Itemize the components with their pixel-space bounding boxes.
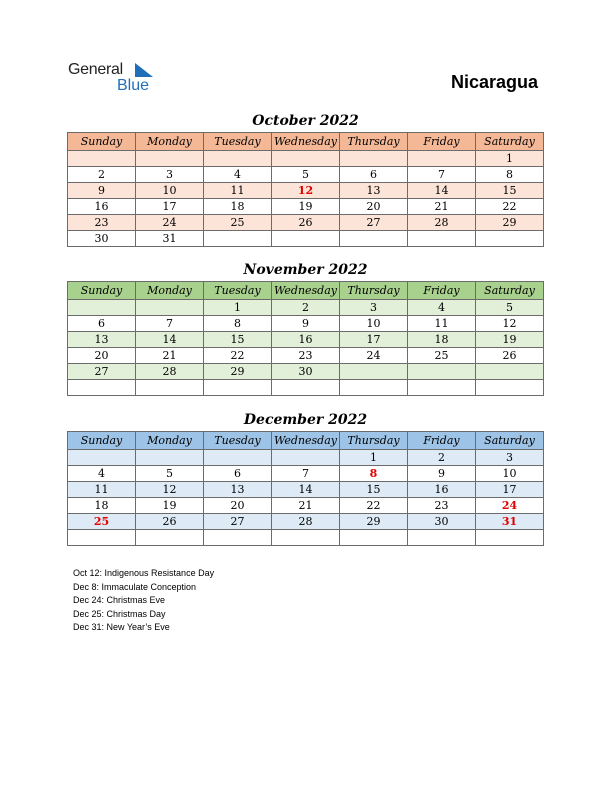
holiday-note: Oct 12: Indigenous Resistance Day	[73, 568, 215, 578]
week-row	[68, 530, 544, 546]
empty-cell	[68, 300, 136, 316]
day-cell: 20	[68, 348, 136, 364]
day-cell: 4	[408, 300, 476, 316]
day-cell: 1	[204, 300, 272, 316]
week-row	[68, 316, 544, 332]
weekday-header: Wednesday	[272, 133, 340, 151]
weekday-header: Thursday	[340, 432, 408, 450]
week-row	[68, 199, 544, 215]
empty-cell	[136, 530, 204, 546]
week-row	[68, 215, 544, 231]
day-cell: 31	[136, 231, 204, 247]
weekday-header: Wednesday	[272, 282, 340, 300]
month-title: December 2022	[243, 412, 368, 428]
week-row	[68, 300, 544, 316]
day-cell: 11	[408, 316, 476, 332]
calendar-table	[67, 132, 544, 247]
logo-text-blue: Blue	[117, 77, 150, 94]
day-cell: 14	[272, 482, 340, 498]
day-cell: 14	[136, 332, 204, 348]
empty-cell	[68, 530, 136, 546]
empty-cell	[68, 151, 136, 167]
calendar-table	[67, 431, 544, 546]
logo-triangle-icon	[135, 63, 153, 77]
empty-cell	[204, 151, 272, 167]
empty-cell	[136, 450, 204, 466]
day-cell: 12	[476, 316, 544, 332]
weekday-header: Sunday	[68, 282, 136, 300]
day-cell: 8	[476, 167, 544, 183]
holiday-note: Dec 24: Christmas Eve	[73, 595, 166, 605]
week-row	[68, 364, 544, 380]
weekday-header: Friday	[408, 133, 476, 151]
empty-cell	[272, 231, 340, 247]
day-cell: 27	[68, 364, 136, 380]
logo	[68, 61, 168, 97]
day-cell: 24	[136, 215, 204, 231]
day-cell: 30	[68, 231, 136, 247]
day-cell: 12	[272, 183, 340, 199]
day-cell: 29	[204, 364, 272, 380]
week-row	[68, 167, 544, 183]
empty-cell	[408, 231, 476, 247]
weekday-header: Thursday	[340, 133, 408, 151]
week-row	[68, 231, 544, 247]
empty-cell	[340, 231, 408, 247]
day-cell: 17	[476, 482, 544, 498]
empty-cell	[136, 151, 204, 167]
day-cell: 25	[204, 215, 272, 231]
empty-cell	[272, 450, 340, 466]
day-cell: 16	[68, 199, 136, 215]
day-cell: 2	[68, 167, 136, 183]
day-cell: 20	[340, 199, 408, 215]
weekday-header: Saturday	[476, 133, 544, 151]
day-cell: 7	[136, 316, 204, 332]
day-cell: 22	[476, 199, 544, 215]
day-cell: 23	[272, 348, 340, 364]
day-cell: 23	[68, 215, 136, 231]
empty-cell	[408, 364, 476, 380]
day-cell: 6	[68, 316, 136, 332]
day-cell: 13	[68, 332, 136, 348]
day-cell: 4	[68, 466, 136, 482]
day-cell: 21	[136, 348, 204, 364]
day-cell: 25	[408, 348, 476, 364]
day-cell: 10	[476, 466, 544, 482]
day-cell: 27	[204, 514, 272, 530]
weekday-header: Monday	[136, 282, 204, 300]
day-cell: 9	[408, 466, 476, 482]
empty-cell	[476, 530, 544, 546]
day-cell: 19	[272, 199, 340, 215]
day-cell: 15	[204, 332, 272, 348]
country-title: Nicaragua	[450, 72, 538, 92]
weekday-header: Monday	[136, 432, 204, 450]
month-october	[67, 111, 544, 247]
day-cell: 10	[340, 316, 408, 332]
day-cell: 24	[340, 348, 408, 364]
empty-cell	[136, 300, 204, 316]
day-cell: 13	[340, 183, 408, 199]
day-cell: 16	[408, 482, 476, 498]
month-title: November 2022	[243, 262, 368, 278]
month-title: October 2022	[252, 113, 359, 129]
empty-cell	[408, 151, 476, 167]
week-row	[68, 466, 544, 482]
day-cell: 19	[476, 332, 544, 348]
day-cell: 18	[408, 332, 476, 348]
empty-cell	[476, 380, 544, 396]
day-cell: 29	[476, 215, 544, 231]
empty-cell	[68, 450, 136, 466]
day-cell: 15	[476, 183, 544, 199]
day-cell: 13	[204, 482, 272, 498]
day-cell: 21	[408, 199, 476, 215]
week-row	[68, 514, 544, 530]
day-cell: 12	[136, 482, 204, 498]
day-cell: 22	[204, 348, 272, 364]
day-cell: 4	[204, 167, 272, 183]
day-cell: 1	[476, 151, 544, 167]
day-cell: 26	[272, 215, 340, 231]
weekday-header: Sunday	[68, 133, 136, 151]
day-cell: 18	[68, 498, 136, 514]
empty-cell	[272, 530, 340, 546]
day-cell: 8	[340, 466, 408, 482]
day-cell: 8	[204, 316, 272, 332]
day-cell: 2	[272, 300, 340, 316]
empty-cell	[204, 450, 272, 466]
day-cell: 29	[340, 514, 408, 530]
empty-cell	[408, 380, 476, 396]
empty-cell	[340, 364, 408, 380]
day-cell: 5	[476, 300, 544, 316]
weekday-header-row	[68, 133, 544, 151]
empty-cell	[476, 364, 544, 380]
day-cell: 16	[272, 332, 340, 348]
day-cell: 26	[476, 348, 544, 364]
week-row	[68, 348, 544, 364]
day-cell: 11	[68, 482, 136, 498]
calendar-table	[67, 281, 544, 396]
weekday-header-row	[68, 432, 544, 450]
logo-text-general: General	[68, 61, 123, 78]
day-cell: 18	[204, 199, 272, 215]
day-cell: 1	[340, 450, 408, 466]
day-cell: 9	[272, 316, 340, 332]
day-cell: 17	[340, 332, 408, 348]
empty-cell	[68, 380, 136, 396]
weekday-header: Saturday	[476, 282, 544, 300]
holiday-note: Dec 8: Immaculate Conception	[73, 581, 197, 592]
holiday-note: Dec 31: New Year’s Eve	[73, 622, 170, 632]
day-cell: 30	[408, 514, 476, 530]
day-cell: 28	[272, 514, 340, 530]
day-cell: 3	[340, 300, 408, 316]
day-cell: 28	[136, 364, 204, 380]
empty-cell	[272, 151, 340, 167]
day-cell: 30	[272, 364, 340, 380]
day-cell: 31	[476, 514, 544, 530]
weekday-header: Friday	[408, 432, 476, 450]
week-row	[68, 380, 544, 396]
day-cell: 10	[136, 183, 204, 199]
month-december	[67, 410, 544, 546]
empty-cell	[136, 380, 204, 396]
day-cell: 15	[340, 482, 408, 498]
day-cell: 28	[408, 215, 476, 231]
weekday-header: Friday	[408, 282, 476, 300]
day-cell: 21	[272, 498, 340, 514]
weekday-header: Wednesday	[272, 432, 340, 450]
day-cell: 14	[408, 183, 476, 199]
day-cell: 11	[204, 183, 272, 199]
holiday-notes	[73, 567, 214, 635]
day-cell: 5	[136, 466, 204, 482]
weekday-header: Tuesday	[204, 282, 272, 300]
day-cell: 2	[408, 450, 476, 466]
weekday-header: Tuesday	[204, 133, 272, 151]
day-cell: 6	[340, 167, 408, 183]
day-cell: 19	[136, 498, 204, 514]
day-cell: 3	[476, 450, 544, 466]
day-cell: 23	[408, 498, 476, 514]
empty-cell	[408, 530, 476, 546]
holiday-note: Dec 25: Christmas Day	[73, 608, 166, 619]
day-cell: 24	[476, 498, 544, 514]
week-row	[68, 332, 544, 348]
weekday-header-row	[68, 282, 544, 300]
day-cell: 17	[136, 199, 204, 215]
day-cell: 7	[408, 167, 476, 183]
empty-cell	[340, 530, 408, 546]
empty-cell	[204, 231, 272, 247]
month-november	[67, 260, 544, 396]
weekday-header: Thursday	[340, 282, 408, 300]
week-row	[68, 482, 544, 498]
weekday-header: Sunday	[68, 432, 136, 450]
day-cell: 25	[68, 514, 136, 530]
empty-cell	[204, 380, 272, 396]
day-cell: 7	[272, 466, 340, 482]
empty-cell	[272, 380, 340, 396]
weekday-header: Saturday	[476, 432, 544, 450]
week-row	[68, 498, 544, 514]
empty-cell	[476, 231, 544, 247]
week-row	[68, 151, 544, 167]
week-row	[68, 450, 544, 466]
day-cell: 3	[136, 167, 204, 183]
empty-cell	[204, 530, 272, 546]
empty-cell	[340, 380, 408, 396]
day-cell: 20	[204, 498, 272, 514]
weekday-header: Tuesday	[204, 432, 272, 450]
empty-cell	[340, 151, 408, 167]
day-cell: 27	[340, 215, 408, 231]
day-cell: 26	[136, 514, 204, 530]
day-cell: 6	[204, 466, 272, 482]
day-cell: 9	[68, 183, 136, 199]
day-cell: 22	[340, 498, 408, 514]
weekday-header: Monday	[136, 133, 204, 151]
day-cell: 5	[272, 167, 340, 183]
week-row	[68, 183, 544, 199]
